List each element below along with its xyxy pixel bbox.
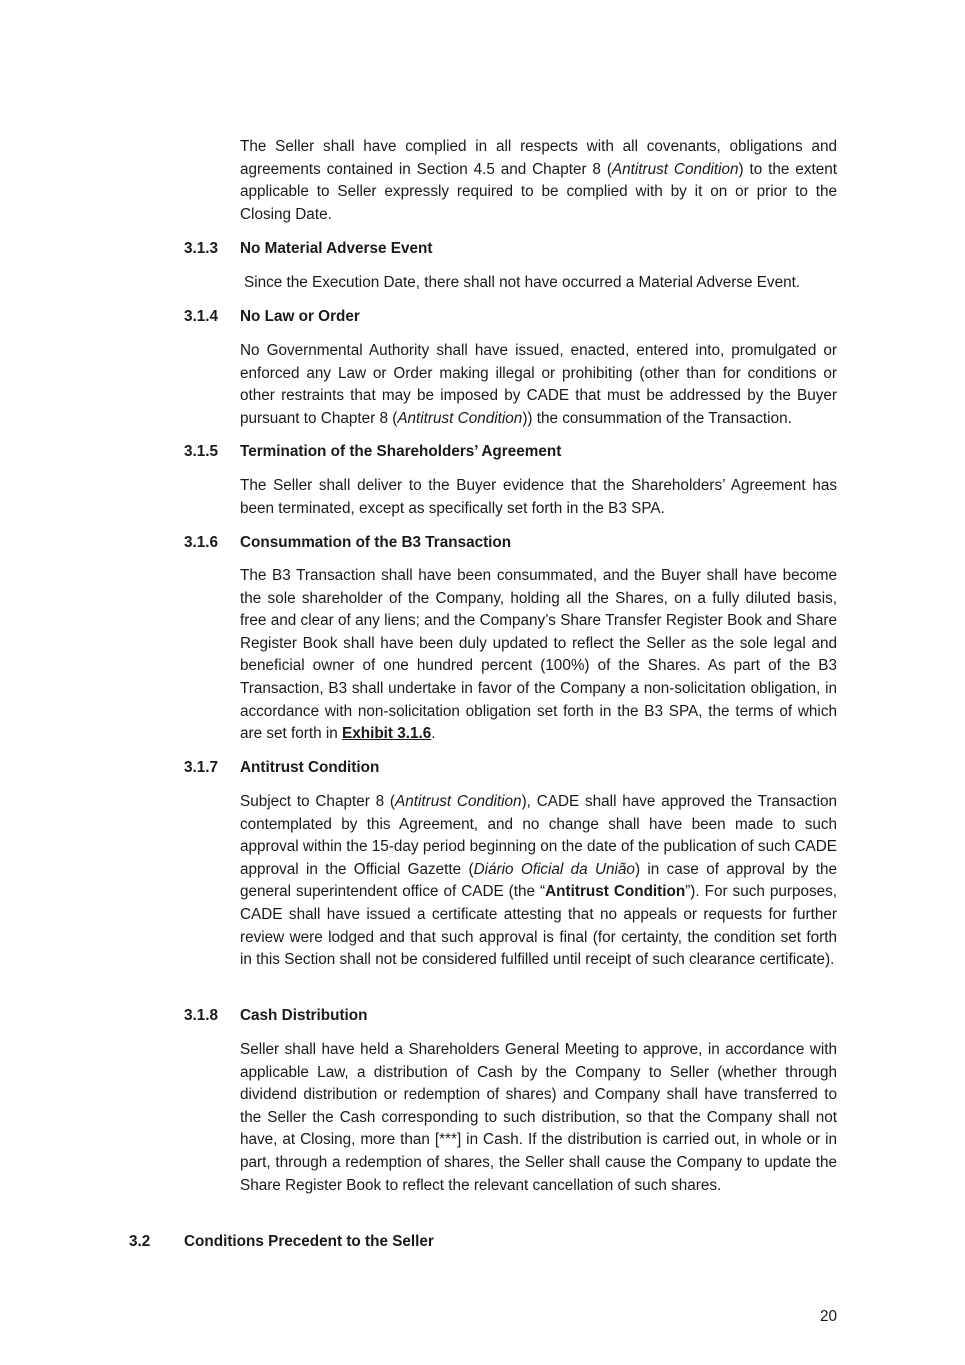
paragraph-b3-transaction: The B3 Transaction shall have been consummated, and the Buyer shall have become the sole shareholder of the Company, holding all the Shares, on a fully diluted basis, free and clear of any liens; and the Company’s Share Transfer Register Book and Share Register Book shall have been duly updated to reflect the Seller as the sole legal and beneficial owner of one hundred percent (100%) of the Shares. As part of the B3 Transaction, B3 shall undertake in favor of the Company a non-solicitation obligation, in accordance with non-solicitation obligation set forth in the B3 SPA, the terms of which are set forth in Exhibit 3.1.6. — [240, 567, 837, 743]
heading-3-1-7 — [184, 757, 834, 780]
heading-3-2 — [129, 1231, 829, 1254]
section-title: Conditions Precedent to the Seller — [184, 1233, 434, 1250]
heading-3-1-3 — [184, 238, 834, 261]
heading-3-1-8 — [184, 1005, 834, 1028]
section-number: 3.1.8 — [184, 1007, 219, 1024]
defined-term: Antitrust Condition — [545, 883, 686, 901]
paragraph-shareholders-agreement: The Seller shall deliver to the Buyer evidence that the Shareholders’ Agreement has been terminated, except as specifically set forth in the B3 SPA. — [240, 477, 837, 517]
section-number: 3.1.5 — [184, 443, 219, 460]
section-title: Cash Distribution — [240, 1007, 368, 1024]
paragraph-covenants-compliance: The Seller shall have complied in all respects with all covenants, obligations and agreements contained in Section 4.5 and Chapter 8 (Antitrust Condition) to the extent applicable to Seller expressly required to be complied with by it on or prior to the Closing Date. — [240, 138, 837, 223]
section-title: Consummation of the B3 Transaction — [240, 534, 512, 551]
section-number: 3.2 — [129, 1233, 151, 1250]
paragraph-cash-distribution: Seller shall have held a Shareholders General Meeting to approve, in accordance with applicable Law, a distribution of Cash by the Company to Seller (whether through dividend distribution or redemption of shares) and Company shall have transferred to the Seller the Cash corresponding to such distribution, so that the Company shall not have, at Closing, more than [***] in Cash. If the distribution is carried out, in whole or in part, through a redemption of shares, the Seller shall cause the Company to update the Share Register Book to reflect the relevant cancellation of such shares. — [240, 1041, 837, 1194]
exhibit-reference: Exhibit 3.1.6 — [342, 725, 432, 743]
section-number: 3.1.6 — [184, 534, 219, 551]
section-title: Antitrust Condition — [240, 759, 380, 776]
section-number: 3.1.4 — [184, 308, 219, 325]
section-title: No Material Adverse Event — [240, 240, 433, 257]
page-number: 20 — [819, 1308, 837, 1325]
paragraph-antitrust-condition: Subject to Chapter 8 (Antitrust Condition), CADE shall have approved the Transaction contemplated by this Agreement, and no change shall have been made to such approval within the 15-day period beginning on the date of the publication of such CADE approval in the Official Gazette (Diário Oficial da União) in case of approval by the general superintendent office of CADE (the “Antitrust Condition”). For such purposes, CADE shall have issued a certificate attesting that no appeals or requests for further review were lodged and that such approval is final (for certainty, the condition set forth in this Section shall not be considered fulfilled until receipt of such clearance certificate). — [240, 793, 838, 969]
heading-3-1-4 — [184, 306, 834, 329]
section-number: 3.1.3 — [184, 240, 219, 257]
heading-3-1-5 — [184, 441, 834, 464]
paragraph-law-or-order: No Governmental Authority shall have issued, enacted, entered into, promulgated or enforced any Law or Order making illegal or prohibiting (other than for conditions or other restraints that may be imposed by CADE that must be addressed by the Buyer pursuant to Chapter 8 (Antitrust Condition)) the consummation of the Transaction. — [240, 342, 837, 427]
section-number: 3.1.7 — [184, 759, 219, 776]
section-title: Termination of the Shareholders’ Agreement — [240, 443, 562, 460]
section-title: No Law or Order — [240, 308, 360, 325]
paragraph-material-adverse-event: Since the Execution Date, there shall not have occurred a Material Adverse Event. — [244, 274, 801, 291]
heading-3-1-6 — [184, 532, 834, 555]
